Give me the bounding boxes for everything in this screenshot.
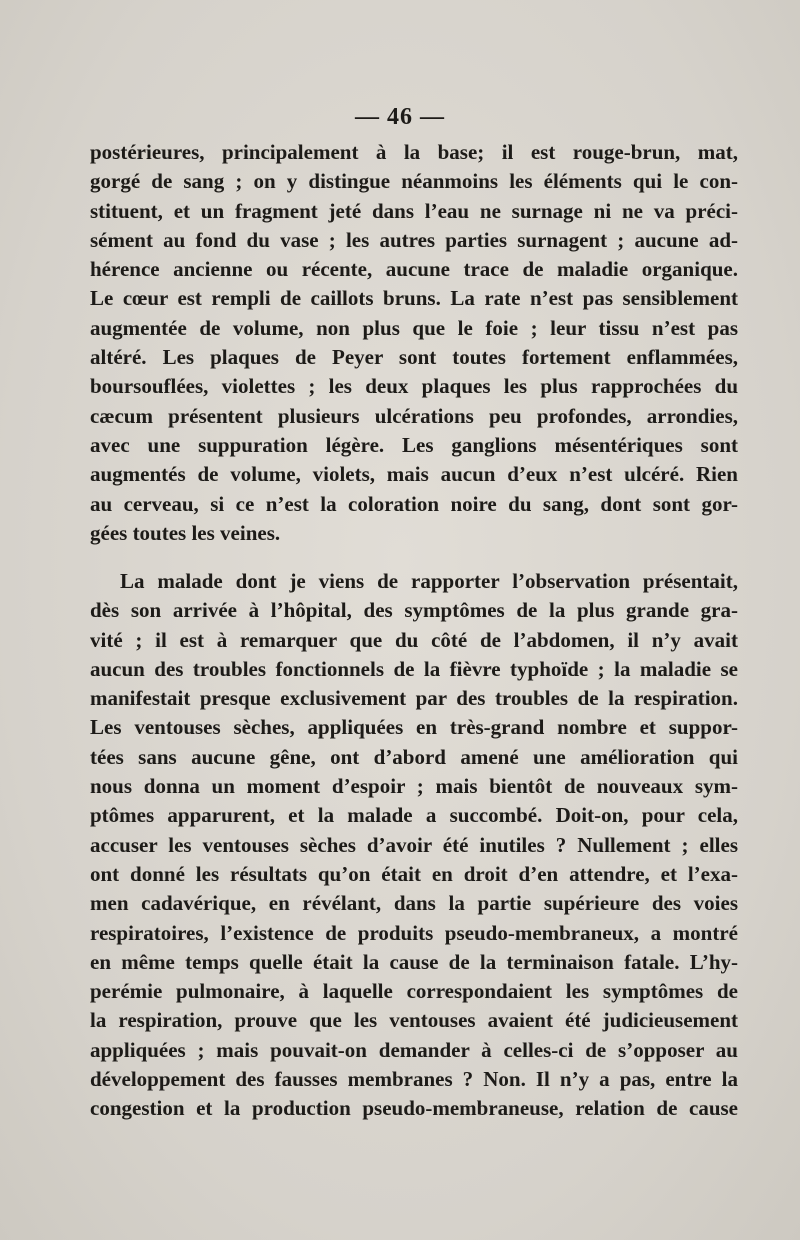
text-line: respiratoires, l’existence de produits pseudo-membraneux, a montré [90, 920, 738, 945]
text-line: altéré. Les plaques de Peyer sont toutes fortement enflammées, [90, 345, 738, 370]
text-line: nous donna un moment d’espoir ; mais bientôt de nouveaux sym- [90, 774, 738, 799]
text-line: augmentés de volume, violets, mais aucun d’eux n’est ulcéré. Rien [90, 462, 738, 487]
text-line: gorgé de sang ; on y distingue néanmoins les éléments qui le con- [90, 169, 738, 194]
paragraph-case-discussion [90, 567, 738, 1124]
text-line: dès son arrivée à l’hôpital, des symptômes de la plus grande gra- [90, 598, 738, 623]
text-line: La malade dont je viens de rapporter l’observation présentait, [120, 569, 738, 593]
text-line: en même temps quelle était la cause de la terminaison fatale. L’hy- [90, 949, 738, 974]
text-line: gées toutes les veines. [90, 520, 281, 545]
text-line: hérence ancienne ou récente, aucune trace de maladie organique. [90, 257, 738, 282]
text-line: boursouflées, violettes ; les deux plaques les plus rapprochées du [90, 374, 738, 399]
text-line: ont donné les résultats qu’on était en droit d’en attendre, et l’exa- [90, 861, 738, 886]
text-line: la respiration, prouve que les ventouses avaient été judicieusement [90, 1008, 738, 1033]
text-line: au cerveau, si ce n’est la coloration noire du sang, dont sont gor- [90, 491, 738, 516]
page-number: — 46 — [355, 104, 445, 130]
text-line: ptômes apparurent, et la malade a succombé. Doit-on, pour cela, [90, 803, 738, 828]
text-line: Le cœur est rempli de caillots bruns. La rate n’est pas sensiblement [90, 286, 738, 311]
text-line: appliquées ; mais pouvait-on demander à celles-ci de s’opposer au [90, 1037, 738, 1062]
text-line: augmentée de volume, non plus que le foie ; leur tissu n’est pas [90, 315, 738, 340]
text-line: tées sans aucune gêne, ont d’abord amené une amélioration qui [90, 744, 738, 769]
text-line: avec une suppuration légère. Les ganglions mésentériques sont [90, 432, 738, 457]
text-line: Les ventouses sèches, appliquées en très-grand nombre et suppor- [90, 715, 738, 740]
text-line: manifestait presque exclusivement par des troubles de la respiration. [90, 686, 738, 711]
text-line: congestion et la production pseudo-membraneuse, relation de cause [90, 1096, 738, 1121]
text-line: men cadavérique, en révélant, dans la partie supérieure des voies [90, 891, 738, 916]
text-line: sément au fond du vase ; les autres parties surnagent ; aucune ad- [90, 227, 738, 252]
paragraph-autopsy-findings [90, 138, 738, 548]
text-line: stituent, et un fragment jeté dans l’eau ne surnage ni ne va préci- [90, 198, 738, 223]
text-line: postérieures, principalement à la base; il est rouge-brun, mat, [90, 140, 738, 164]
text-line: cæcum présentent plusieurs ulcérations peu profondes, arrondies, [90, 403, 738, 428]
text-line: aucun des troubles fonctionnels de la fièvre typhoïde ; la maladie se [90, 656, 738, 681]
text-line: développement des fausses membranes ? Non. Il n’y a pas, entre la [90, 1067, 738, 1092]
text-line: accuser les ventouses sèches d’avoir été inutiles ? Nullement ; elles [90, 832, 738, 857]
text-line: perémie pulmonaire, à laquelle correspondaient les symptômes de [90, 979, 738, 1004]
text-line: vité ; il est à remarquer que du côté de l’abdomen, il n’y avait [90, 627, 738, 652]
